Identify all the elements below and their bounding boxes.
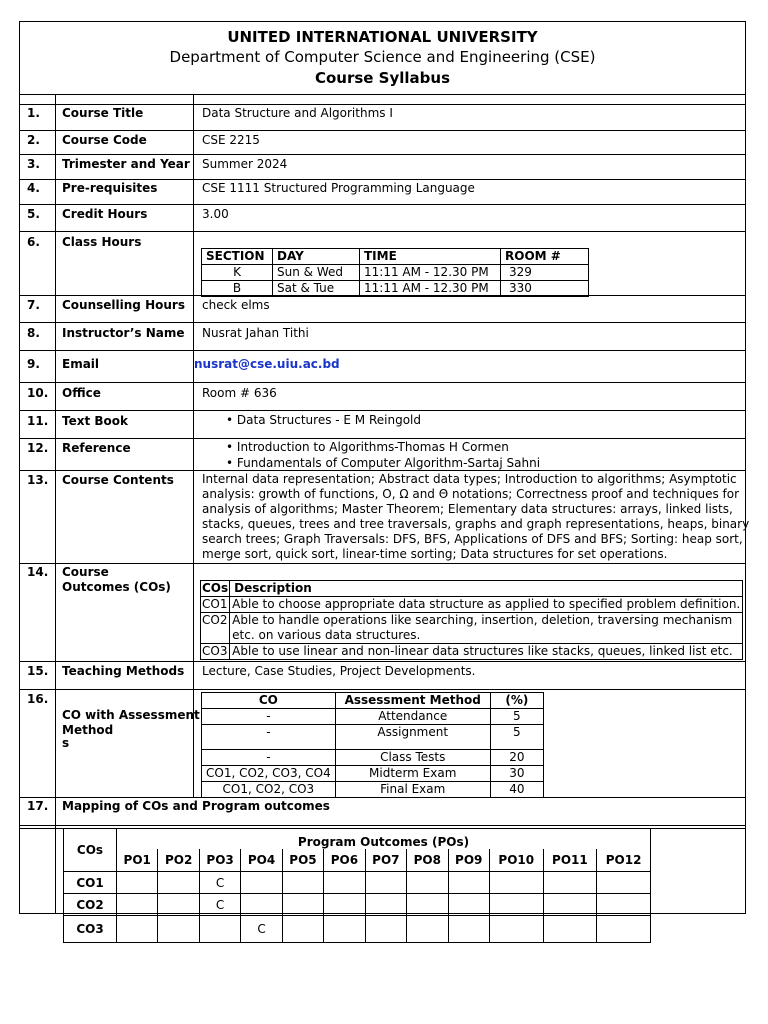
row-number: 16. [27,692,49,706]
divider [19,438,746,439]
class-hours-label: Class Hours [62,235,142,249]
percent-cell: 30 [490,766,543,782]
content-line: Internal data representation; Abstract data types; Introduction to algorithms; Asymptotic [202,472,737,486]
table-row [202,725,544,750]
assessment-label: s [62,736,70,750]
co-cell: CO1 [64,872,117,894]
column-divider [193,94,194,797]
row-number: 6. [27,235,40,249]
table-header-row [64,849,651,871]
co-cell: CO1 [201,597,230,613]
po-header: PO4 [241,849,282,871]
course-contents-text [202,472,749,562]
method-cell: Attendance [335,709,490,725]
co-cell: - [202,725,336,750]
po-header: PO1 [117,849,158,871]
email-label: Email [62,357,100,371]
course-code-label: Course Code [62,133,147,147]
divider [19,231,746,232]
content-line: merge sort, quick sort, linear-time sorting; Data structures for set operations. [202,547,668,561]
section-cell: K [202,265,273,281]
po-cell [117,916,158,943]
time-cell: 11:11 AM - 12.30 PM [360,281,501,297]
co-cell: CO2 [201,613,230,644]
row-number: 13. [27,473,49,487]
po-cell [199,916,240,943]
co-header: COs [202,581,229,595]
table-row [202,281,589,297]
column-divider [55,94,56,914]
po-cell [241,872,282,894]
po-cell [158,894,199,916]
course-code-value: CSE 2215 [202,133,260,147]
percent-cell: 5 [490,725,543,750]
email-link[interactable]: nusrat@cse.uiu.ac.bd [194,357,340,371]
method-cell: Assignment [335,725,490,750]
po-cell [365,872,406,894]
divider [19,689,746,690]
row-number: 11. [27,414,49,428]
description-header: Description [230,581,743,597]
po-cell [324,872,365,894]
description-line: Able to use linear and non-linear data structures like stacks, queues, linked list etc. [232,644,733,658]
office-value: Room # 636 [202,386,277,400]
po-title: Program Outcomes (POs) [117,829,651,850]
assessment-label: Method [62,723,114,737]
day-cell: Sat & Tue [273,281,360,297]
divider [19,154,746,155]
po-cell [324,894,365,916]
divider [19,470,746,471]
po-cell [407,894,448,916]
po-header: PO9 [448,849,489,871]
po-cell [597,872,651,894]
po-cell [597,916,651,943]
divider [19,179,746,180]
row-number: 17. [27,799,49,813]
co-cell: CO1, CO2, CO3, CO4 [202,766,336,782]
divider [19,322,746,323]
divider [19,382,746,383]
po-cell [365,894,406,916]
po-header: PO2 [158,849,199,871]
po-header: PO12 [597,849,651,871]
row-number: 8. [27,326,40,340]
po-cell [489,916,543,943]
trimester-value: Summer 2024 [202,157,288,171]
po-cell [543,894,597,916]
table-row [64,872,651,894]
divider [19,410,746,411]
po-header: PO6 [324,849,365,871]
row-number: 2. [27,133,40,147]
teaching-methods-label: Teaching Methods [62,664,185,678]
co-cell: CO3 [201,644,230,660]
row-number: 5. [27,207,40,221]
po-cell [117,894,158,916]
prerequisites-value: CSE 1111 Structured Programming Language [202,181,475,195]
po-cell: C [241,916,282,943]
content-line: search trees; Graph Traversals: DFS, BFS, Applications of DFS and BFS; Sorting: heap sort, [202,532,743,546]
po-cell [448,872,489,894]
room-header: ROOM # [501,249,589,265]
po-cell [282,916,323,943]
reference-text: Fundamentals of Computer Algorithm-Sartaj Sahni [236,456,541,470]
reference-item: • Fundamentals of Computer Algorithm-Sartaj Sahni [226,456,541,470]
counselling-value: check elms [202,298,270,312]
divider [19,825,746,826]
row-number: 12. [27,441,49,455]
table-row [202,766,544,782]
divider [19,94,746,95]
po-cell [282,894,323,916]
description-line: Able to handle operations like searching, insertion, deletion, traversing mechanism [232,613,733,627]
co-cell: CO3 [64,916,117,943]
room-cell: 329 [501,265,589,281]
percent-header: (%) [490,693,543,709]
co-header: CO [202,693,336,709]
po-header: PO3 [199,849,240,871]
po-cell [158,872,199,894]
description-cell [230,597,743,613]
table-header-row [202,249,589,265]
po-cell [448,894,489,916]
teaching-methods-value: Lecture, Case Studies, Project Developments. [202,664,476,678]
po-cell [597,894,651,916]
po-cell: C [199,872,240,894]
course-title-value: Data Structure and Algorithms I [202,106,393,120]
po-cell: C [199,894,240,916]
divider [19,350,746,351]
table-row [202,709,544,725]
po-cell [543,916,597,943]
table-row [64,894,651,916]
description-cell [230,644,743,660]
class-hours-table [201,248,589,297]
divider [19,104,746,105]
percent-cell: 40 [490,782,543,798]
day-cell: Sun & Wed [273,265,360,281]
section-header: SECTION [202,249,273,265]
reference-text: Introduction to Algorithms-Thomas H Cormen [236,440,509,454]
table-header-row [201,581,743,597]
table-header-row [64,829,651,850]
po-header: PO7 [365,849,406,871]
percent-cell: 5 [490,709,543,725]
department-name: Department of Computer Science and Engineering (CSE) [169,48,596,66]
table-row [202,782,544,798]
divider [19,563,746,564]
divider [19,204,746,205]
po-header: PO5 [282,849,323,871]
method-cell: Final Exam [335,782,490,798]
reference-label: Reference [62,441,131,455]
divider [19,130,746,131]
table-row [201,597,743,613]
po-cell [407,916,448,943]
course-contents-label: Course Contents [62,473,174,487]
course-outcomes-label: Outcomes (COs) [62,580,171,594]
po-cell [489,894,543,916]
cos-header: COs [64,829,117,872]
content-line: stacks, queues, trees and tree traversals, graphs and graph representations, heaps, binary [202,517,750,531]
po-cell [241,894,282,916]
description-cell [230,613,743,644]
table-header-row [202,693,544,709]
day-header: DAY [273,249,360,265]
instructor-value: Nusrat Jahan Tithi [202,326,309,340]
row-number: 7. [27,298,40,312]
po-cell [543,872,597,894]
table-row [202,750,544,766]
textbook-label: Text Book [62,414,128,428]
office-label: Office [62,386,101,400]
time-header: TIME [360,249,501,265]
description-line: Able to choose appropriate data structure as applied to specified problem definition. [232,597,741,611]
course-outcomes-table [200,580,743,660]
textbook-item: • Data Structures - E M Reingold [226,413,422,427]
content-line: analysis: growth of functions, O, Ω and Θ notations; Correctness proof and techniques for [202,487,740,501]
po-header: PO10 [489,849,543,871]
table-row [201,644,743,660]
po-cell [489,872,543,894]
row-number: 14. [27,565,49,579]
row-number: 15. [27,664,49,678]
po-mapping-table [63,828,651,943]
co-cell: CO2 [64,894,117,916]
trimester-label: Trimester and Year [62,157,190,171]
time-cell: 11:11 AM - 12.30 PM [360,265,501,281]
textbook-text: Data Structures - E M Reingold [236,413,422,427]
course-outcomes-label: Course [62,565,109,579]
page-title: Course Syllabus [314,69,451,87]
method-header: Assessment Method [335,693,490,709]
po-cell [324,916,365,943]
table-row [201,613,743,644]
po-cell [158,916,199,943]
po-cell [448,916,489,943]
po-cell [117,872,158,894]
course-title-label: Course Title [62,106,144,120]
po-cell [365,916,406,943]
instructor-label: Instructor’s Name [62,326,185,340]
counselling-label: Counselling Hours [62,298,185,312]
credit-hours-value: 3.00 [202,207,229,221]
percent-cell: 20 [490,750,543,766]
po-cell [282,872,323,894]
po-header: PO11 [543,849,597,871]
section-cell: B [202,281,273,297]
row-number: 9. [27,357,40,371]
row-number: 1. [27,106,40,120]
table-row [202,265,589,281]
co-cell: CO1, CO2, CO3 [202,782,336,798]
row-number: 3. [27,157,40,171]
university-name: UNITED INTERNATIONAL UNIVERSITY [227,28,538,46]
room-cell: 330 [501,281,589,297]
row-number: 10. [27,386,49,400]
assessment-label: CO with Assessment [62,708,200,722]
co-cell: - [202,709,336,725]
assessment-table [201,692,544,798]
prerequisites-label: Pre-requisites [62,181,158,195]
description-line: etc. on various data structures. [232,628,421,642]
method-cell: Midterm Exam [335,766,490,782]
po-header: PO8 [407,849,448,871]
method-cell: Class Tests [335,750,490,766]
co-cell: - [202,750,336,766]
table-row [64,916,651,943]
reference-item: • Introduction to Algorithms-Thomas H Cormen [226,440,509,454]
content-line: analysis of algorithms; Master Theorem; Elementary data structures: arrays, linked lists, [202,502,733,516]
row-number: 4. [27,181,40,195]
credit-hours-label: Credit Hours [62,207,148,221]
divider [19,661,746,662]
mapping-label: Mapping of COs and Program outcomes [62,799,330,813]
po-cell [407,872,448,894]
